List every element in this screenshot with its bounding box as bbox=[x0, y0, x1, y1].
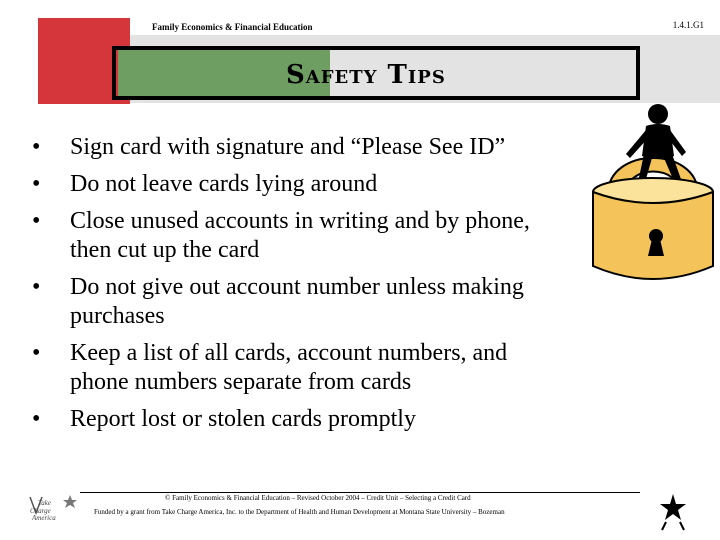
take-charge-america-logo bbox=[26, 493, 82, 521]
bullet-item: • Sign card with signature and “Please See ID” bbox=[32, 133, 552, 162]
bullet-item: • Report lost or stolen cards promptly bbox=[32, 405, 552, 434]
footer-divider bbox=[80, 492, 640, 493]
svg-text:Charge: Charge bbox=[30, 507, 51, 515]
footer-copyright: © Family Economics & Financial Education – Revised October 2004 – Credit Unit – Selecting a Credit Card bbox=[165, 494, 471, 502]
footer-funding: Funded by a grant from Take Charge America, Inc. to the Department of Health and Human Development at Montana State University – Bozeman bbox=[94, 508, 505, 516]
slide-title: Safety Tips bbox=[286, 60, 446, 90]
bullet-item: • Keep a list of all cards, account numbers, and phone numbers separate from cards bbox=[32, 339, 552, 397]
slide-number: 1.4.1.G1 bbox=[672, 20, 704, 30]
svg-text:Take: Take bbox=[38, 499, 51, 507]
svg-text:America: America bbox=[32, 514, 56, 521]
course-header: Family Economics & Financial Education bbox=[152, 22, 313, 32]
star-figure-logo bbox=[656, 492, 690, 532]
bullet-item: • Do not leave cards lying around bbox=[32, 170, 552, 199]
bullet-item: • Do not give out account number unless making purchases bbox=[32, 273, 552, 331]
bullet-item: • Close unused accounts in writing and by phone, then cut up the card bbox=[32, 207, 552, 265]
padlock-with-figure-icon bbox=[586, 96, 720, 292]
bullet-list bbox=[32, 133, 552, 442]
